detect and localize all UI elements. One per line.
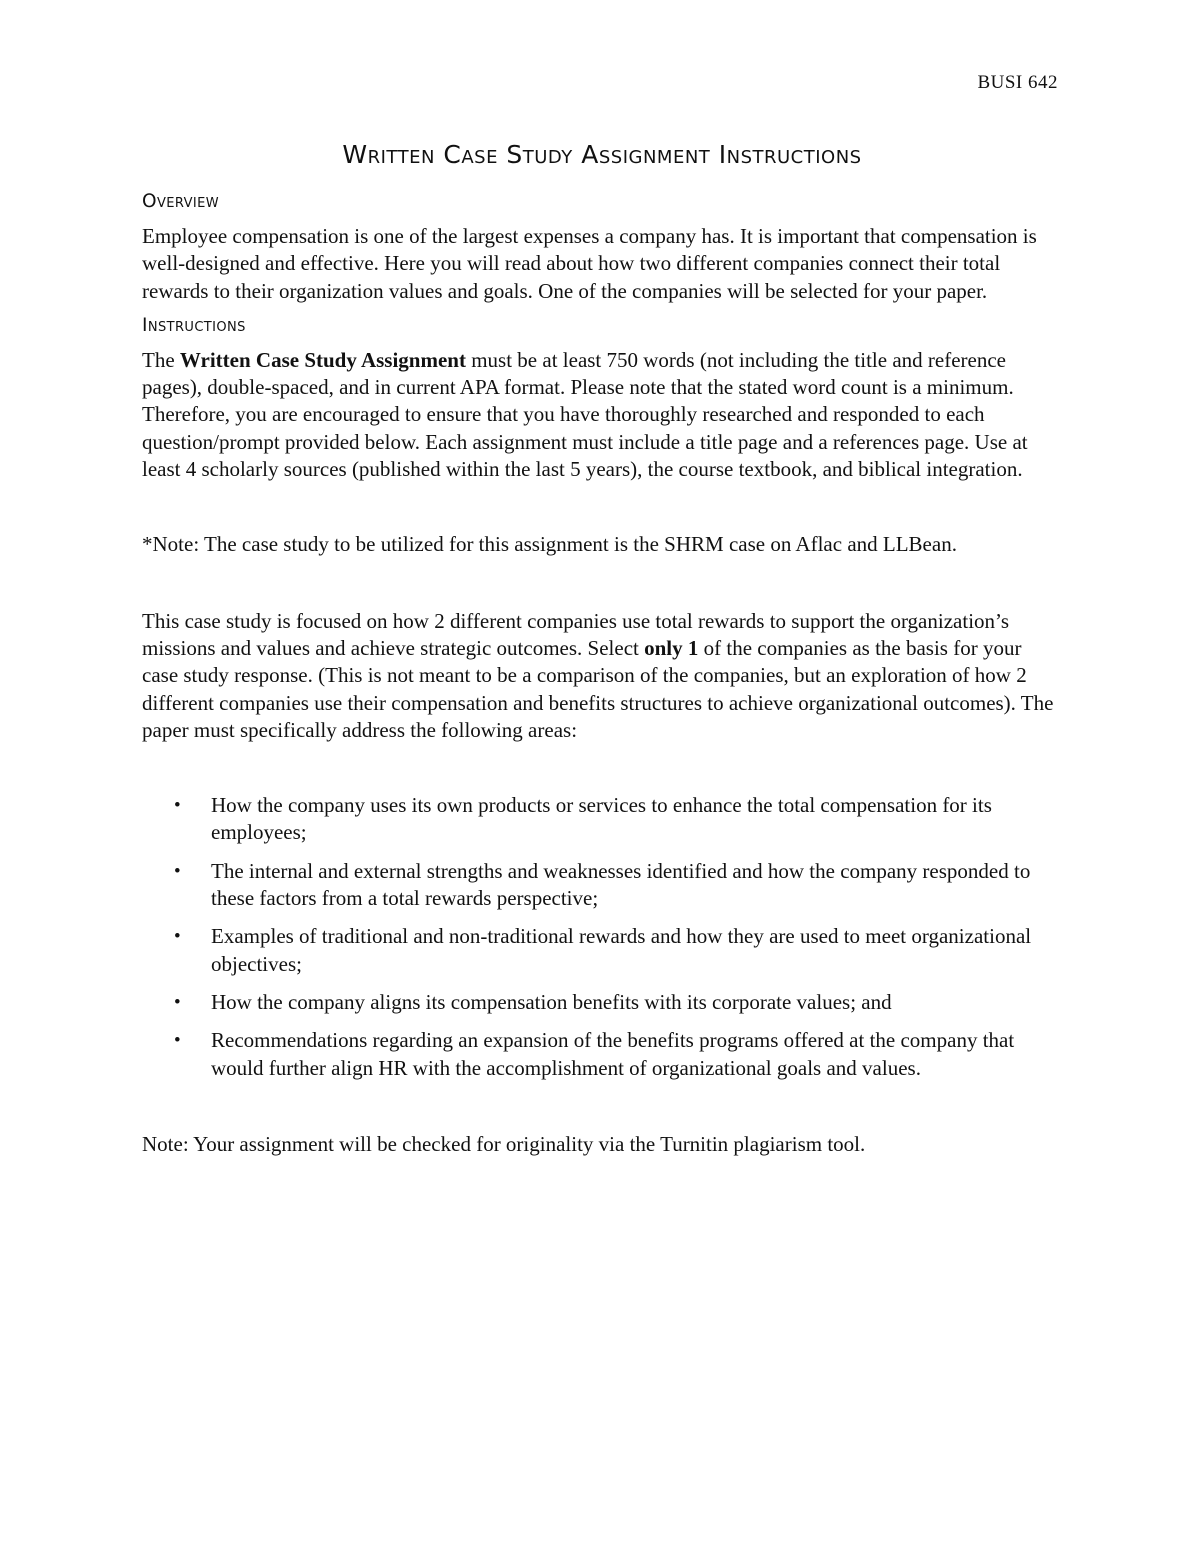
intro-prefix: The (142, 347, 180, 372)
list-item-text: Examples of traditional and non-traditional rewards and how they are used to meet organizational objectives; (211, 924, 1032, 976)
bullet-icon: • (174, 795, 181, 817)
bullet-icon: • (174, 926, 181, 948)
list-item (142, 858, 1062, 913)
originality-note: Note: Your assignment will be checked for originality via the Turnitin plagiarism tool. (142, 1131, 866, 1156)
list-item (142, 792, 1062, 847)
list-item (142, 989, 1062, 1016)
bullet-icon: • (174, 860, 181, 882)
overview-heading: Overview (142, 191, 219, 212)
course-code: BUSI 642 (977, 72, 1058, 93)
document-title: Written Case Study Assignment Instructions (342, 140, 862, 169)
assignment-name: Written Case Study Assignment (179, 347, 466, 372)
list-item-text: How the company aligns its compensation benefits with its corporate values; and (211, 989, 892, 1014)
focus-emphasis: only 1 (644, 635, 699, 660)
requirements-list (142, 792, 1062, 1082)
focus-paragraph (142, 608, 1062, 744)
bullet-icon: • (174, 1030, 181, 1052)
case-note-paragraph: *Note: The case study to be utilized for this assignment is the SHRM case on Aflac and LLBean. (142, 532, 957, 557)
list-item (142, 1027, 1062, 1082)
overview-paragraph: Employee compensation is one of the largest expenses a company has. It is important that compensation is well-designed and effective. Here you will read about how two different companies connect their total rewards to their organization values and goals. One of the companies will be selected for your paper. (142, 224, 1037, 303)
list-item-text: Recommendations regarding an expansion of the benefits programs offered at the company that would further align HR with the accomplishment of organizational goals and values. (211, 1028, 1015, 1080)
bullet-icon: • (174, 991, 181, 1013)
document-body (142, 140, 1062, 1158)
instructions-paragraph (142, 347, 1062, 483)
focus-prefix: This case study is focused on how 2 different companies use total rewards to support the organization’s missions and values and achieve strategic outcomes. Select (142, 608, 1010, 660)
intro-rest: must be at least 750 words (not including the title and reference pages), double-spaced, and in current APA format. Please note that the stated word count is a minimum. Therefore, you are encouraged to ensure that you have thoroughly researched and responded to each question/prompt provided below. Each assignment must include a title page and a references page. Use at least 4 scholarly sources (published within the last 5 years), the course textbook, and biblical integration. (142, 347, 1028, 482)
list-item (142, 923, 1062, 978)
instructions-heading: Instructions (142, 314, 246, 336)
focus-rest: of the companies as the basis for your case study response. (This is not meant to be a comparison of the companies, but an exploration of how 2 different companies use their compensation and benefits structures to achieve organizational outcomes). The paper must specifically address the following areas: (142, 635, 1054, 742)
list-item-text: How the company uses its own products or services to enhance the total compensation for its employees; (211, 793, 992, 845)
list-item-text: The internal and external strengths and weaknesses identified and how the company responded to these factors from a total rewards perspective; (211, 858, 1031, 911)
